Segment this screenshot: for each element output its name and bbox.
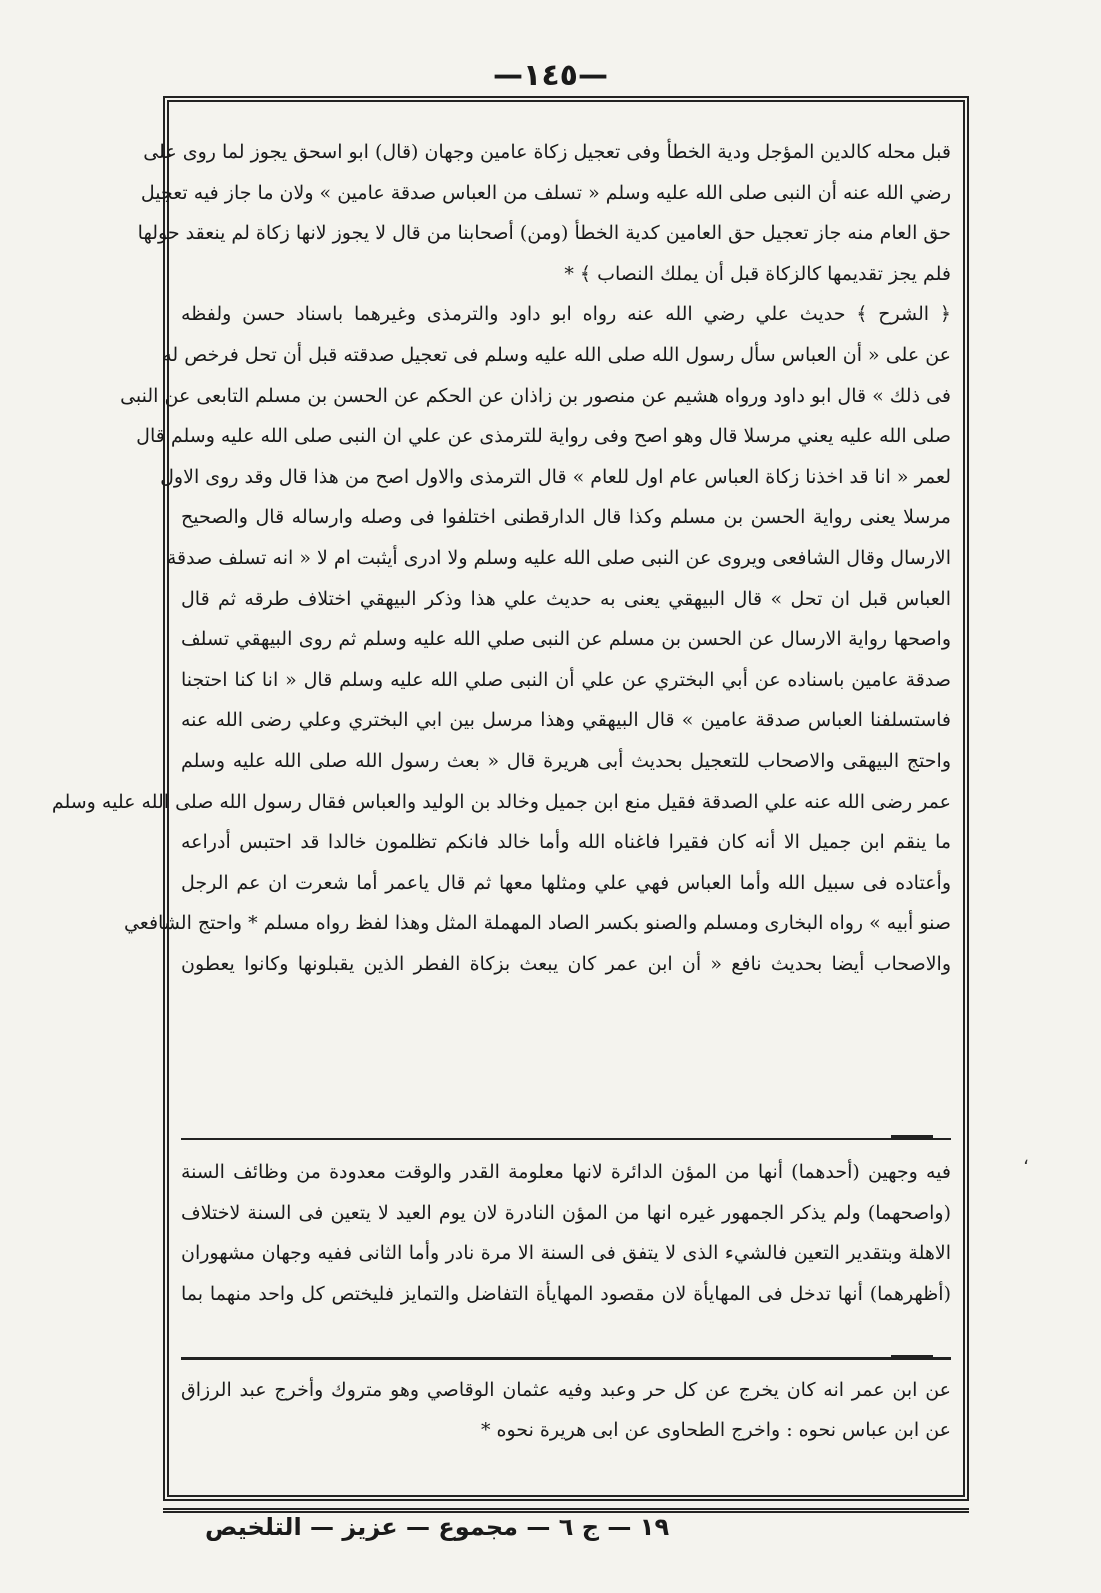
text-line: مرسلا يعنى رواية الحسن بن مسلم وكذا قال الدارقطنى اختلفوا فى وصله وارساله قال والصحيح — [181, 506, 951, 529]
text-line: فلم يجز تقديمها كالزكاة قبل أن يملك النصاب ﴾ * — [564, 262, 951, 285]
text-line: لعمر « انا قد اخذنا زكاة العباس عام اول للعام » قال الترمذى والاول اصح من هذا قال وقد روى الاول — [160, 465, 951, 488]
commentary-text — [181, 1152, 951, 1314]
text-line: قبل محله كالدين المؤجل ودية الخطأ وفى تعجيل زكاة عامين وجهان (قال) ابو اسحق يجوز لما روى على — [143, 141, 951, 163]
text-line: حق العام منه جاز تعجيل حق العامين كدية الخطأ (ومن) أصحابنا من قال لا يجوز لانها زكاة لم ينعقد حولها — [137, 222, 951, 245]
section-divider — [181, 1357, 951, 1360]
text-line: الاهلة وبتقدير التعين فالشيء الذى لا يتفق فى السنة الا مرة نادر وأما الثانى ففيه وجهان مشهوران — [181, 1242, 951, 1264]
text-line: رضي الله عنه أن النبى صلى الله عليه وسلم « تسلف من العباس صدقة عامين » ولان ما جاز فيه تعجيل — [140, 181, 951, 204]
text-line: واحتج البيهقى والاصحاب للتعجيل بحديث أبى هريرة قال « بعث رسول الله صلى الله عليه وسلم — [181, 749, 951, 772]
text-line: وأعتاده فى سبيل الله وأما العباس فهي علي ومثلها معها ثم قال ياعمر أما شعرت ان عم الرجل — [181, 871, 951, 894]
text-line: (واصحهما) ولم يذكر الجمهور غيره انها من المؤن النادرة لان يوم العيد لا يتعين فى السنة لاختلاف — [181, 1201, 951, 1224]
text-line: فى ذلك » قال ابو داود ورواه هشيم عن منصور بن زاذان عن الحكم عن الحسن بن مسلم التابعى عن النبى — [120, 384, 951, 407]
text-line: (أظهرهما) أنها تدخل فى المهايأة لان مقصود المهايأة التفاضل والتمايز فليختص كل واحد منهما بما — [181, 1282, 951, 1305]
text-line: عن ابن عباس نحوه : واخرج الطحاوى عن ابى هريرة نحوه * — [481, 1419, 951, 1441]
text-line: عن على « أن العباس سأل رسول الله صلى الله عليه وسلم فى تعجيل صدقته قبل أن تحل فرخص له — [162, 343, 951, 366]
text-line: الارسال وقال الشافعى ويروى عن النبى صلى الله عليه وسلم ولا ادرى أيثبت ام لا « انه تسلف صدقة — [166, 546, 951, 569]
page-frame — [51, 96, 969, 1501]
section-divider — [181, 1138, 951, 1140]
text-line: والاصحاب أيضا بحديث نافع « أن ابن عمر كان يبعث بزكاة الفطر الذين يقبلونها وكانوا يعطون — [181, 952, 951, 975]
text-line: صنو أبيه » رواه البخارى ومسلم والصنو بكسر الصاد المهملة المثل وهذا لفظ رواه مسلم * واحتج الشافعي — [123, 912, 951, 935]
main-text — [51, 132, 951, 984]
margin-mark: ، — [1023, 1148, 1029, 1169]
text-line: صدقة عامين باسناده عن أبي البختري عن علي أن النبى صلي الله عليه وسلم قال « انا كنا احتجنا — [181, 668, 951, 691]
text-line: صلى الله عليه يعني مرسلا قال وهو اصح وفى رواية للترمذى عن علي ان النبى صلى الله عليه وسلم قال — [136, 425, 951, 448]
text-line: واصحها رواية الارسال عن الحسن بن مسلم عن النبى صلي الله عليه وسلم ثم روى البيهقي تسلف — [181, 628, 951, 651]
page-number: —١٤٥— — [493, 58, 608, 93]
text-line: فاستسلفنا العباس صدقة عامين » قال البيهقي وهذا مرسل بين ابي البختري وعلي رضى الله عنه — [181, 709, 951, 732]
text-line: فيه وجهين (أحدهما) أنها من المؤن الدائرة لانها معلومة القدر والوقت معدودة من وظائف السنة — [181, 1161, 951, 1183]
text-line: عن ابن عمر انه كان يخرج عن كل حر وعبد وفيه عثمان الوقاصي وهو متروك وأخرج عبد الرزاق — [181, 1379, 951, 1401]
text-line: ﴿ الشرح ﴾ حديث علي رضي الله عنه رواه ابو داود والترمذى وغيرهما باسناد حسن ولفظه — [181, 303, 951, 326]
printer-signature: ١٩ — ج ٦ — مجموع — عزيز — التلخيص — [205, 1513, 670, 1541]
text-line: ما ينقم ابن جميل الا أنه كان فقيرا فاغناه الله وأما خالد فانكم تظلمون خالدا قد احتبس أدراعه — [181, 831, 951, 854]
text-line: العباس قبل ان تحل » قال البيهقي يعنى به حديث علي هذا وذكر البيهقي اختلاف طرقه ثم قال — [181, 587, 951, 610]
reference-text — [181, 1370, 951, 1450]
text-line: عمر رضى الله عنه علي الصدقة فقيل منع ابن جميل وخالد بن الوليد والعباس فقال رسول الله صلى الله عليه وسلم — [51, 790, 951, 813]
